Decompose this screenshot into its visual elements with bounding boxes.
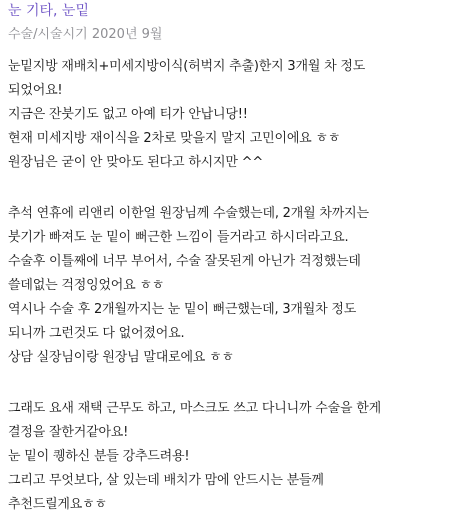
review-line: 눈 밑이 퀭하신 분들 강추드려용! <box>8 449 190 464</box>
review-paragraph <box>8 400 457 520</box>
review-paragraph <box>8 205 457 373</box>
review-line: 붓기가 빠져도 눈 밑이 뻐근한 느낌이 들거라고 하시더라고요. <box>8 230 349 245</box>
review-line: 그리고 무엇보다, 살 있는데 배치가 맘에 안드시는 분들께 <box>8 473 324 488</box>
review-line: 되니까 그런것도 다 없어졌어요. <box>8 326 185 341</box>
review-line: 상담 실장님이랑 원장님 말대로에요 ㅎㅎ <box>8 350 234 365</box>
review-line: 되었어요! <box>8 83 63 98</box>
review-line: 현재 미세지방 재이식을 2차로 맞을지 말지 고민이에요 ㅎㅎ <box>8 131 341 146</box>
review-body <box>8 58 457 520</box>
review-line: 눈밑지방 재배치+미세지방이식(허벅지 추출)한지 3개월 차 정도 <box>8 59 366 74</box>
review-line: 추천드릴게요ㅎㅎ <box>8 497 107 512</box>
review-line: 원장님은 굳이 안 맞아도 된다고 하시지만 ^^ <box>8 155 264 170</box>
review-line: 역시나 수술 후 2개월까지는 눈 밑이 뻐근했는데, 3개월차 정도 <box>8 302 357 317</box>
paragraph-spacer <box>8 373 457 400</box>
review-line: 그래도 요새 재택 근무도 하고, 마스크도 쓰고 다니니까 수술을 한게 <box>8 401 381 416</box>
review-category[interactable]: 눈 기타, 눈밑 <box>8 3 89 19</box>
review-line: 수술후 이틀째에 너무 부어서, 수술 잘못된게 아닌가 걱정했는데 <box>8 254 361 269</box>
procedure-date: 수술/시술시기 2020년 9월 <box>8 27 163 42</box>
review-line: 결정을 잘한거같아요! <box>8 425 129 440</box>
review-line: 지금은 잔붓기도 없고 아예 티가 안납니당!! <box>8 107 248 122</box>
review-line: 추석 연휴에 리앤리 이한얼 원장님께 수술했는데, 2개월 차까지는 <box>8 206 369 221</box>
review-paragraph <box>8 58 457 178</box>
review-line: 쓸데없는 걱정잉었어요 ㅎㅎ <box>8 278 165 293</box>
paragraph-spacer <box>8 178 457 205</box>
